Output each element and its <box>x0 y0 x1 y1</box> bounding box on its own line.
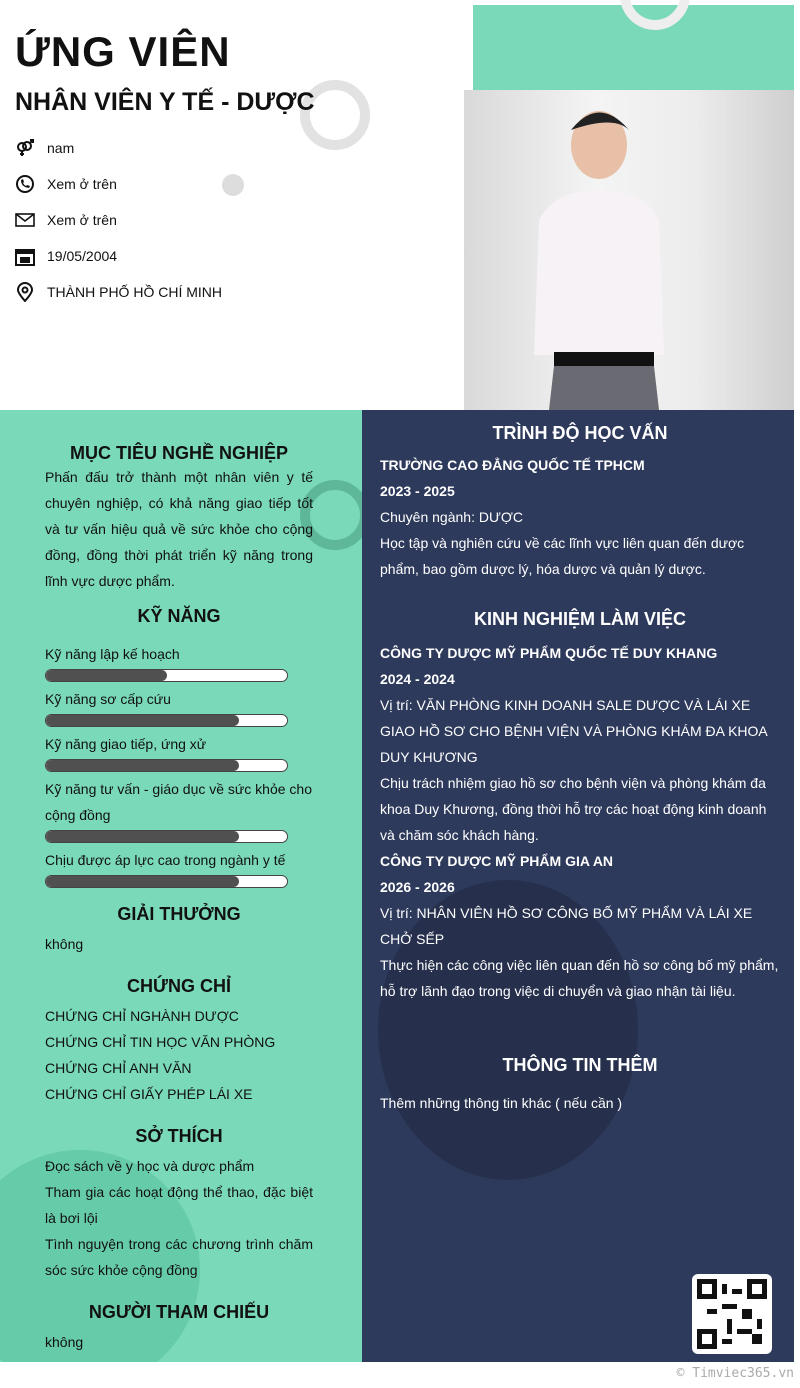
info-phone <box>15 174 117 194</box>
skill-name: Kỹ năng giao tiếp, ứng xử <box>45 736 207 752</box>
job-company: CÔNG TY DƯỢC MỸ PHẨM QUỐC TẾ DUY KHANG <box>380 645 718 661</box>
footer-copyright: © Timviec365.vn <box>676 1366 794 1381</box>
skill-bar-fill <box>46 831 239 842</box>
references-text: không <box>45 1334 84 1350</box>
skill-bar <box>45 714 288 727</box>
school-name: TRƯỜNG CAO ĐẲNG QUỐC TẾ TPHCM <box>380 457 645 473</box>
hobby-item: Đọc sách về y học và dược phẩm <box>45 1158 255 1174</box>
skills-section <box>45 606 313 892</box>
extra-info-heading: THÔNG TIN THÊM <box>502 1055 658 1075</box>
job-years: 2026 - 2026 <box>380 879 455 895</box>
skill-name: Chịu được áp lực cao trong ngành y tế <box>45 852 286 868</box>
awards-heading: GIẢI THƯỞNG <box>117 904 241 924</box>
certificate-item: CHỨNG CHỈ NGHÀNH DƯỢC <box>45 1008 239 1024</box>
info-birthday <box>15 246 117 266</box>
phone-value: Xem ở trên <box>47 176 117 192</box>
skill-bar <box>45 830 288 843</box>
decor-dot <box>222 174 244 196</box>
email-value: Xem ở trên <box>47 212 117 228</box>
birthday-value: 19/05/2004 <box>47 248 118 264</box>
skill-bar-fill <box>46 670 167 681</box>
education-heading: TRÌNH ĐỘ HỌC VẤN <box>492 423 668 443</box>
skill-bar-fill <box>46 760 239 771</box>
awards-text: không <box>45 936 84 952</box>
left-column <box>0 410 362 1362</box>
objective-text: Phấn đấu trở thành một nhân viên y tế chuyên nghiệp, có khả năng giao tiếp tốt và tư vấn hiệu quả về sức khỏe cho cộng đồng, đồng thời phát triển kỹ năng trong lĩnh vực dược phẩm. <box>45 469 313 589</box>
info-email <box>15 210 117 230</box>
skill-bar <box>45 875 288 888</box>
gender-icon <box>15 138 35 158</box>
calendar-icon <box>15 246 35 266</box>
candidate-photo <box>464 90 794 410</box>
objective-heading: MỤC TIÊU NGHỀ NGHIỆP <box>69 443 288 463</box>
gender-value: nam <box>47 140 75 156</box>
location-icon <box>15 282 35 302</box>
education-years: 2023 - 2025 <box>380 483 455 499</box>
header-section <box>0 0 800 410</box>
job-description: Thực hiện các công việc liên quan đến hồ sơ công bố mỹ phẩm, hỗ trợ lãnh đạo trong việc di chuyển và giao nhận tài liệu. <box>380 957 779 999</box>
experience-section <box>380 606 780 1004</box>
skill-name: Kỹ năng lập kế hoạch <box>45 646 180 662</box>
education-description: Học tập và nghiên cứu về các lĩnh vực liên quan đến dược phẩm, bao gồm dược lý, hóa dược và quản lý dược. <box>380 535 745 577</box>
job-years: 2024 - 2024 <box>380 671 455 687</box>
skill-name: Kỹ năng sơ cấp cứu <box>45 691 171 707</box>
experience-heading: KINH NGHIỆM LÀM VIỆC <box>473 609 686 629</box>
job-position-text: Vị trí: VĂN PHÒNG KINH DOANH SALE DƯỢC VÀ LÁI XE GIAO HỒ SƠ CHO BỆNH VIỆN VÀ PHÒNG KHÁM ĐA KHOA DUY KHƯƠNG <box>380 697 767 765</box>
skill-name: Kỹ năng tư vấn - giáo dục về sức khỏe cho cộng đồng <box>45 781 313 823</box>
extra-info-section <box>380 1052 780 1116</box>
certificate-item: CHỨNG CHỈ ANH VĂN <box>45 1060 192 1076</box>
info-address <box>15 282 222 302</box>
references-section <box>45 1302 313 1355</box>
hobbies-heading: SỞ THÍCH <box>135 1126 223 1146</box>
address-value: THÀNH PHỐ HỒ CHÍ MINH <box>47 284 222 300</box>
candidate-title: ỨNG VIÊN <box>15 28 231 75</box>
awards-section <box>45 904 313 957</box>
education-major: Chuyên ngành: DƯỢC <box>380 509 524 525</box>
education-section <box>380 420 780 582</box>
certificate-item: CHỨNG CHỈ GIẤY PHÉP LÁI XE <box>45 1086 253 1102</box>
extra-info-text: Thêm những thông tin khác ( nếu cần ) <box>380 1095 623 1111</box>
skill-bar-fill <box>46 715 239 726</box>
hobby-item: Tham gia các hoạt động thể thao, đặc biệt là bơi lội <box>45 1184 313 1226</box>
certificates-heading: CHỨNG CHỈ <box>127 976 231 996</box>
skill-bar <box>45 669 288 682</box>
skill-bar-fill <box>46 876 239 887</box>
qr-code[interactable] <box>692 1274 772 1354</box>
job-company: CÔNG TY DƯỢC MỸ PHẨM GIA AN <box>380 853 614 869</box>
phone-icon <box>15 174 35 194</box>
job-description: Chịu trách nhiệm giao hồ sơ cho bệnh viện và phòng khám đa khoa Duy Khương, đồng thời hỗ trợ các hoạt động kinh doanh và chăm sóc khách hàng. <box>380 775 767 843</box>
certificates-section <box>45 976 313 1107</box>
hobbies-section <box>45 1126 313 1283</box>
references-heading: NGƯỜI THAM CHIẾU <box>88 1302 270 1322</box>
mail-icon <box>15 210 35 230</box>
job-position-text: Vị trí: NHÂN VIÊN HỒ SƠ CÔNG BỐ MỸ PHẨM VÀ LÁI XE CHỞ SẾP <box>380 905 753 947</box>
skills-heading: KỸ NĂNG <box>137 606 221 626</box>
job-position: NHÂN VIÊN Y TẾ - DƯỢC <box>15 88 315 116</box>
right-column <box>362 410 794 1362</box>
hobby-item: Tình nguyện trong các chương trình chăm sóc sức khỏe cộng đồng <box>45 1236 313 1278</box>
objective-section <box>45 443 313 594</box>
skill-bar <box>45 759 288 772</box>
info-gender <box>15 138 74 158</box>
certificate-item: CHỨNG CHỈ TIN HỌC VĂN PHÒNG <box>45 1034 276 1050</box>
